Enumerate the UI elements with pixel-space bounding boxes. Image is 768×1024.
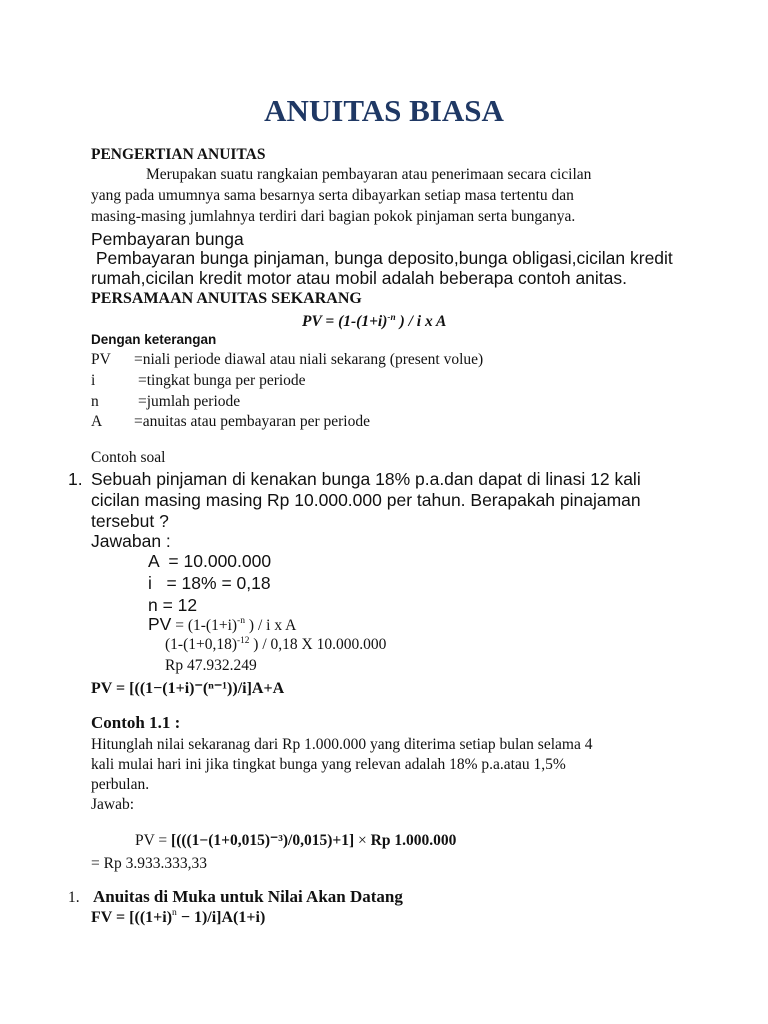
pv-equation: PV = ($1-(1+i)^{-n}$ ) / i x A [148,614,297,634]
page-title: ANUITAS BIASA [264,93,504,128]
jawaban-label: Jawaban : [91,531,171,551]
question-line: cicilan masing masing Rp 10.000.000 per tahun. Berapakah pinajaman [91,490,641,510]
anuitas-muka-heading: Anuitas di Muka untuk Nilai Akan Datang [93,887,403,906]
pv-formula: PV = ($1-(1+i)^{-n}$ ) / i x A [302,312,447,330]
paragraph-line: rumah,cicilan kredit motor atau mobil adalah beberapa contoh anitas. [91,268,628,288]
keterangan-heading: Dengan keterangan [91,332,217,347]
legend-description: =anuitas atau pembayaran per periode [134,413,370,430]
paragraph-line: perbulan. [91,776,150,793]
paragraph-line: Hitunglah nilai sekaranag dari Rp 1.000.000 yang diterima setiap bulan selama 4 [91,736,593,753]
calculation-line: ($1-(1+0,18)^{-12}$ ) / 0,18 X 10.000.000 [165,635,387,653]
given-a: A = 10.000.000 [148,551,272,571]
paragraph-line: Pembayaran bunga pinjaman, bunga deposito,bunga obligasi,cicilan kredit [91,248,673,268]
question-line: tersebut ? [91,511,169,531]
legend-description: =jumlah periode [138,393,241,410]
question-line: Sebuah pinjaman di kenakan bunga 18% p.a.dan dapat di linasi 12 kali [91,469,641,489]
given-i: i = 18% = 0,18 [148,573,271,593]
paragraph-line: kali mulai hari ini jika tingkat bunga yang relevan adalah 18% p.a.atau 1,5% [91,756,566,773]
pv-annuity-due-formula: PV = [((1−(1+i)⁻(ⁿ⁻¹))/i]A+A [91,680,285,697]
legend-description: =tingkat bunga per periode [138,372,306,389]
paragraph-line: yang pada umumnya sama besarnya serta dibayarkan setiap masa tertentu dan [91,187,574,204]
legend-symbol: n [91,393,99,410]
result-value: Rp 47.932.249 [165,657,257,674]
fv-formula: FV = $[((1+i)^n - 1)/i]A(1+i)$ [91,907,266,926]
section-heading-persamaan: PERSAMAAN ANUITAS SEKARANG [91,290,362,307]
list-number: 1. [68,889,80,906]
legend-symbol: PV [91,351,111,368]
legend-symbol: A [91,413,103,430]
jawab-label: Jawab: [91,796,135,813]
answer-value: = Rp 3.933.333,33 [91,855,207,872]
list-number: 1. [68,469,83,489]
contoh-soal-heading: Contoh soal [91,449,166,466]
paragraph-line: Merupakan suatu rangkaian pembayaran atau penerimaan secara cicilan [146,166,592,183]
section-heading-pengertian: PENGERTIAN ANUITAS [91,146,266,163]
section-heading-pembayaran: Pembayaran bunga [91,229,244,249]
legend-symbol: i [91,372,96,389]
contoh-1-1-heading: Contoh 1.1 : [91,713,181,732]
pv-calculation-formula: PV = [(((1−(1+0,015)⁻³)/0,015)+1] × Rp 1.000.000 [135,832,457,849]
paragraph-line: masing-masing jumlahnya terdiri dari bagian pokok pinjaman serta bunganya. [91,208,576,225]
legend-description: =niali periode diawal atau niali sekarang (present volue) [134,351,484,368]
given-n: n = 12 [148,595,198,615]
